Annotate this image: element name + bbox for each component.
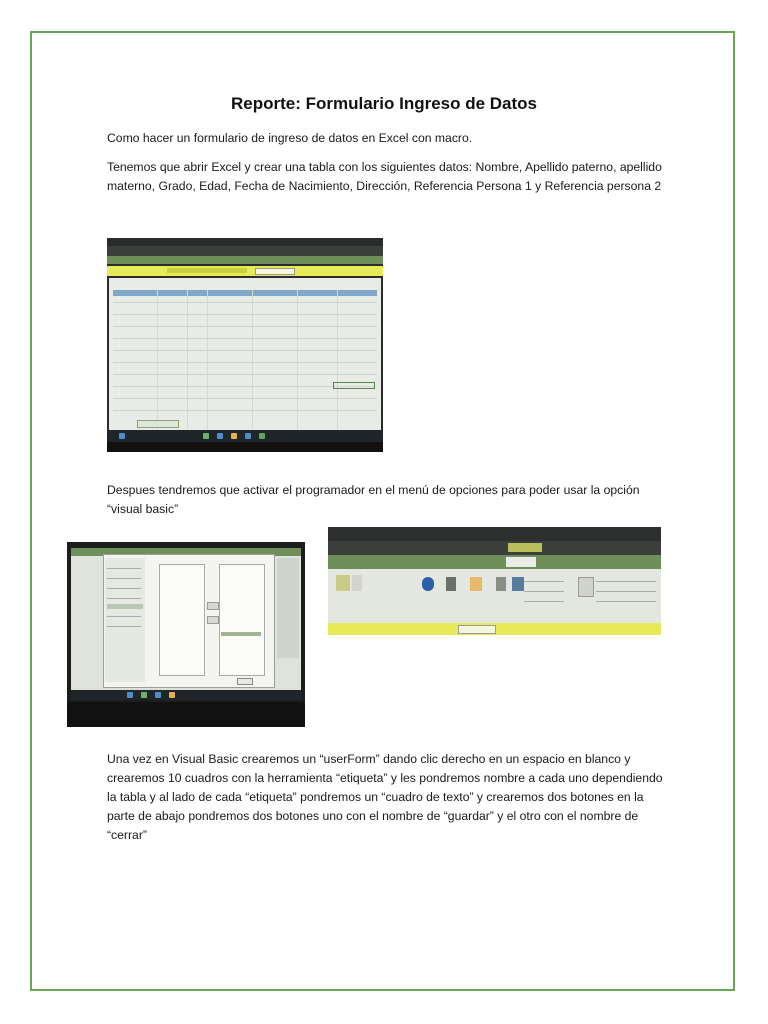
- excel-spreadsheet-photo: [107, 238, 383, 452]
- paragraph-programmer: Despues tendremos que activar el programador en el menú de opciones para poder usar la opción “visual basic”: [107, 483, 640, 516]
- excel-options-dialog-photo: [67, 542, 305, 727]
- document-title: Reporte: Formulario Ingreso de Datos: [230, 94, 538, 113]
- paragraph-userform: Una vez en Visual Basic crearemos un “userForm” dando clic derecho en un espacio en blanco y crearemos 10 cuadros con la herramienta “etiqueta” y les pondremos nombre a cada uno dependiendo la tabla y al lado de cada “etiqueta” pondremos un “cuadro de texto” y crearemos dos botones en la parte de abajo pondremos dos botones uno con el nombre de “guardar” y el otro con el nombre de “cerrar”: [107, 752, 663, 842]
- paragraph-table-fields: Tenemos que abrir Excel y crear una tabla con los siguientes datos: Nombre, Apellido paterno, apellido materno, Grado, Edad, Fecha de Nacimiento, Dirección, Referencia Persona 1 y Referencia persona 2: [107, 160, 662, 193]
- programmer-ribbon-photo: [328, 527, 661, 635]
- paragraph-intro: Como hacer un formulario de ingreso de datos en Excel con macro.: [107, 131, 473, 145]
